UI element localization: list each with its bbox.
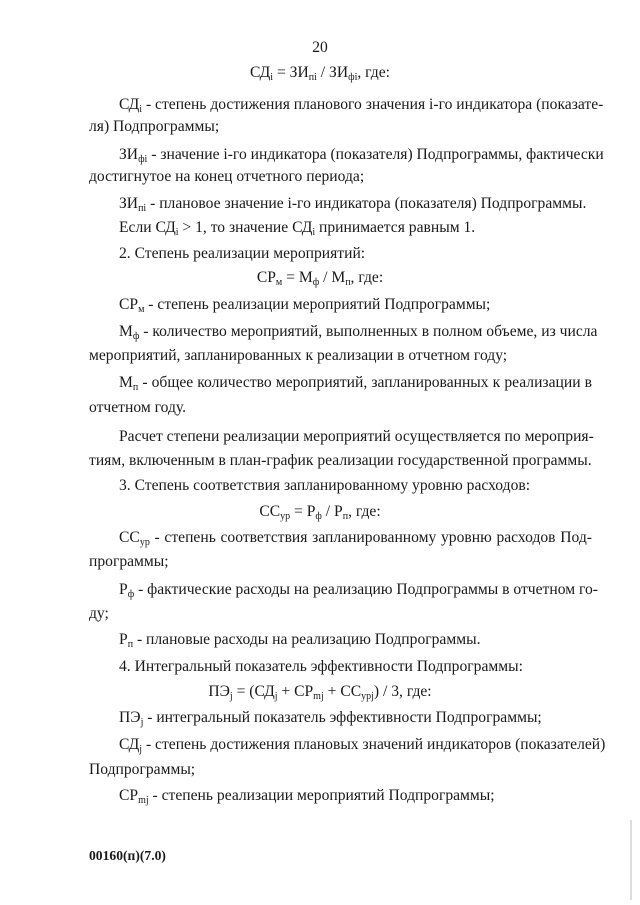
line-text: , где: [350, 269, 384, 286]
subscript-text: фi [348, 72, 358, 83]
subscript-text: mj [138, 795, 149, 806]
definition-line [119, 630, 480, 650]
subscript-text: урj [361, 691, 374, 702]
line-text: СС [259, 503, 281, 520]
line-text: = Р [290, 503, 316, 520]
subscript-text: j [229, 691, 233, 702]
definition-line [119, 708, 542, 728]
line-text: СД [250, 64, 271, 81]
line-text: М [119, 323, 133, 340]
section-heading [119, 657, 523, 677]
subscript-text: м [138, 304, 145, 315]
line-text: 4. Интегральный показатель эффективности Подпрограммы: [119, 658, 523, 675]
line-text: + СР [277, 683, 314, 700]
subscript-text: i [312, 227, 316, 238]
definition-line [119, 373, 592, 393]
line-text: Р [119, 631, 128, 648]
text-line [89, 552, 169, 572]
line-text: СР [256, 269, 276, 286]
line-text: - степень достижения плановых значений индикаторов (показателей) [142, 736, 606, 753]
line-text: - плановое значение i-го индикатора (показателя) Подпрограммы. [146, 195, 587, 212]
line-text: ЗИ [119, 146, 139, 163]
line-text: Подпрограммы; [89, 761, 196, 778]
line-text: М [119, 374, 133, 391]
line-text: - плановые расходы на реализацию Подпрограммы. [133, 631, 481, 648]
line-text: , где: [348, 503, 381, 520]
subscript-text: ф [312, 277, 320, 288]
subscript-text: п [342, 511, 349, 522]
formula-line [0, 682, 640, 702]
line-text: ПЭ [208, 683, 230, 700]
line-text: мероприятий, запланированных к реализации в отчетном году; [89, 347, 508, 364]
line-text: 3. Степень соответствия запланированному уровню расходов: [119, 477, 531, 494]
line-text: / ЗИ [316, 64, 349, 81]
subscript-text: п [345, 277, 351, 288]
subscript-text: mj [313, 691, 324, 702]
subscript-text: ф [315, 511, 322, 522]
line-text: ЗИ [119, 195, 139, 212]
subscript-text: п [132, 382, 139, 393]
subscript-text: фi [138, 154, 148, 165]
line-text: ПЭ [119, 709, 141, 726]
subscript-text: пi [308, 72, 317, 83]
subscript-text: пi [138, 203, 147, 214]
formula-line [0, 502, 640, 522]
line-text: СД [119, 96, 140, 113]
line-text: ля) Подпрограммы; [89, 118, 220, 135]
subscript-text: ф [132, 331, 140, 342]
text-line [89, 346, 507, 366]
subscript-text: ур [280, 511, 291, 522]
scan-edge-mark [630, 820, 632, 900]
text-line [119, 218, 475, 238]
subscript-text: ф [127, 589, 135, 600]
line-text: Если СД [119, 219, 176, 236]
line-text: СС [119, 529, 140, 546]
section-heading [119, 476, 530, 496]
line-text: - интегральный показатель эффективности Подпрограммы; [143, 709, 542, 726]
line-text: - степень достижения планового значения i-го индикатора (показате- [142, 96, 604, 113]
line-text: принимается равным 1. [315, 219, 476, 236]
line-text: ) / 3, где: [373, 683, 432, 700]
definition-line [119, 735, 606, 755]
line-text: Расчет степени реализации мероприятий осуществляется по мероприя- [119, 428, 594, 445]
line-text: - общее количество мероприятий, запланированных к реализации в [138, 374, 592, 391]
subscript-text: м [275, 277, 283, 288]
line-text: - значение i-го индикатора (показателя) Подпрограммы, фактически [147, 146, 604, 163]
subscript-text: i [270, 72, 274, 83]
subscript-text: i [139, 104, 143, 115]
line-text: тиям, включенным в план-график реализации государственной программы. [89, 452, 592, 469]
subscript-text: п [127, 639, 134, 650]
text-line [89, 167, 364, 187]
line-text: 2. Степень реализации мероприятий: [119, 245, 366, 262]
text-line [89, 760, 195, 780]
line-text: > 1, то значение СД [178, 219, 313, 236]
line-text: ду; [89, 605, 109, 622]
section-heading [119, 244, 365, 264]
line-text: СР [119, 787, 139, 804]
definition-line [119, 786, 495, 806]
line-text: = М [282, 269, 313, 286]
definition-line [119, 194, 586, 214]
footer-code: 00160(п)(7.0) [89, 848, 166, 863]
definition-line [119, 295, 490, 315]
line-text: - количество мероприятий, выполненных в полном объеме, из числа [139, 323, 598, 340]
text-line [89, 451, 592, 471]
line-text: = (СД [232, 683, 275, 700]
page-number: 20 [312, 39, 328, 56]
definition-line [119, 528, 592, 548]
subscript-text: j [140, 717, 144, 728]
definition-line [119, 322, 598, 342]
definition-line [119, 145, 604, 165]
line-text: / М [319, 269, 346, 286]
line-text: - степень реализации мероприятий Подпрограммы; [144, 296, 491, 313]
text-line [89, 117, 219, 137]
line-text: отчетном году. [89, 399, 187, 416]
line-text: - степень реализации мероприятий Подпрограммы; [148, 787, 495, 804]
subscript-text: j [274, 691, 278, 702]
paragraph-line [119, 427, 592, 447]
line-text: / Р [321, 503, 343, 520]
formula-line [0, 268, 640, 288]
subscript-text: j [139, 744, 143, 755]
line-text: - фактические расходы на реализацию Подпрограммы в отчетном го- [134, 581, 598, 598]
line-text: программы; [89, 553, 169, 570]
formula-line [0, 63, 640, 83]
line-text: , где: [357, 64, 390, 81]
subscript-text: ур [139, 537, 150, 548]
line-text: - степень соответствия запланированному уровню расходов Под- [149, 529, 592, 546]
line-text: СР [119, 296, 139, 313]
line-text: Р [119, 581, 128, 598]
text-line [89, 604, 109, 624]
text-line [89, 398, 186, 418]
line-text: = ЗИ [273, 64, 309, 81]
line-text: + СС [323, 683, 362, 700]
line-text: достигнутое на конец отчетного периода; [89, 168, 365, 185]
line-text: СД [119, 736, 140, 753]
definition-line [119, 95, 604, 115]
definition-line [119, 580, 598, 600]
subscript-text: i [175, 227, 179, 238]
